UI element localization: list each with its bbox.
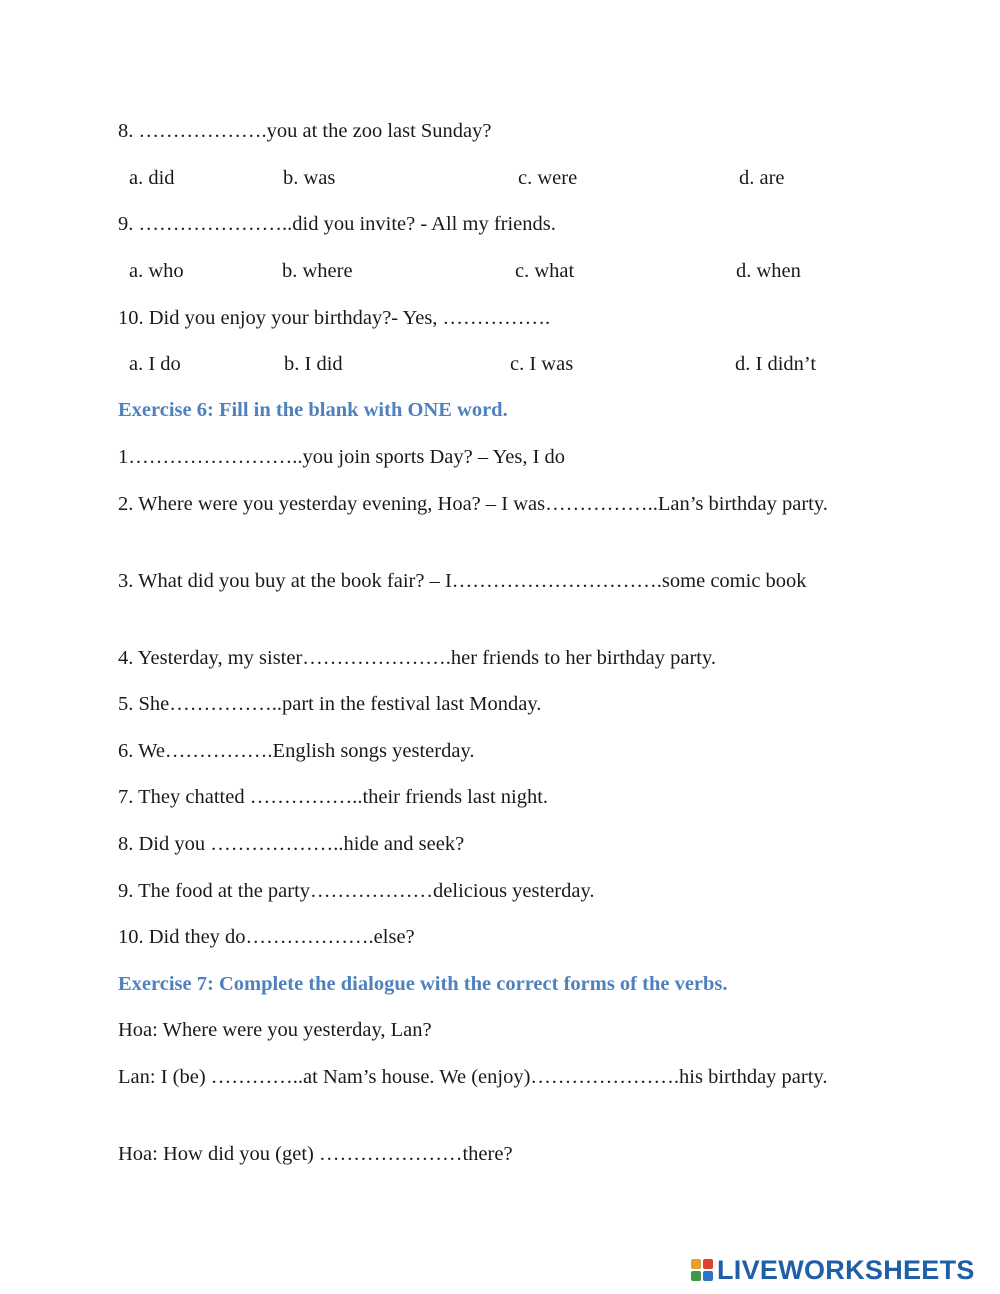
exercise-6-item-6: 6. We…………….English songs yesterday.	[118, 740, 475, 762]
exercise-6-heading: Exercise 6: Fill in the blank with ONE word.	[118, 399, 508, 421]
option-c: c. I was	[510, 353, 574, 375]
exercise-6-item-10: 10. Did they do……………….else?	[118, 926, 415, 948]
exercise-7-heading: Exercise 7: Complete the dialogue with the correct forms of the verbs.	[118, 973, 728, 995]
exercise-6-item-3: 3. What did you buy at the book fair? – I………………………….some comic book	[118, 570, 807, 592]
exercise-6-item-2: 2. Where were you yesterday evening, Hoa? – I was……………..Lan’s birthday party.	[118, 493, 828, 515]
question-10-options	[0, 349, 1000, 380]
question-9: 9. …………………..did you invite? - All my friends.	[118, 213, 556, 235]
question-8: 8. ……………….you at the zoo last Sunday?	[118, 120, 492, 142]
logo-text: LIVEWORKSHEETS	[717, 1254, 975, 1285]
option-b: b. where	[282, 260, 353, 282]
liveworksheets-logo-icon	[691, 1259, 713, 1281]
exercise-6-item-1: 1……………………..you join sports Day? – Yes, I do	[118, 446, 566, 468]
exercise-6-item-7: 7. They chatted ……………..their friends last night.	[118, 786, 549, 808]
option-a: a. did	[129, 167, 175, 189]
option-a: a. I do	[129, 353, 181, 375]
option-c: c. what	[515, 260, 575, 282]
exercise-6-item-4: 4. Yesterday, my sister………………….her friends to her birthday party.	[118, 647, 717, 669]
option-c: c. were	[518, 167, 578, 189]
exercise-6-item-8: 8. Did you ………………..hide and seek?	[118, 833, 465, 855]
option-d: d. are	[739, 167, 785, 189]
question-9-options	[0, 256, 1000, 287]
exercise-6-item-5: 5. She……………..part in the festival last Monday.	[118, 693, 542, 715]
question-8-options	[0, 163, 1000, 194]
dialogue-line-1: Hoa: Where were you yesterday, Lan?	[118, 1019, 432, 1041]
option-b: b. was	[283, 167, 336, 189]
option-a: a. who	[129, 260, 184, 282]
exercise-6-item-9: 9. The food at the party………………delicious yesterday.	[118, 880, 595, 902]
option-b: b. I did	[284, 353, 343, 375]
dialogue-line-3: Hoa: How did you (get) …………………there?	[118, 1143, 513, 1165]
option-d: d. I didn’t	[735, 353, 817, 375]
option-d: d. when	[736, 260, 801, 282]
liveworksheets-logo	[691, 1253, 975, 1287]
question-10: 10. Did you enjoy your birthday?- Yes, …………….	[118, 307, 551, 329]
dialogue-line-2: Lan: I (be) …………..at Nam’s house. We (enjoy)………………….his birthday party.	[118, 1066, 828, 1088]
